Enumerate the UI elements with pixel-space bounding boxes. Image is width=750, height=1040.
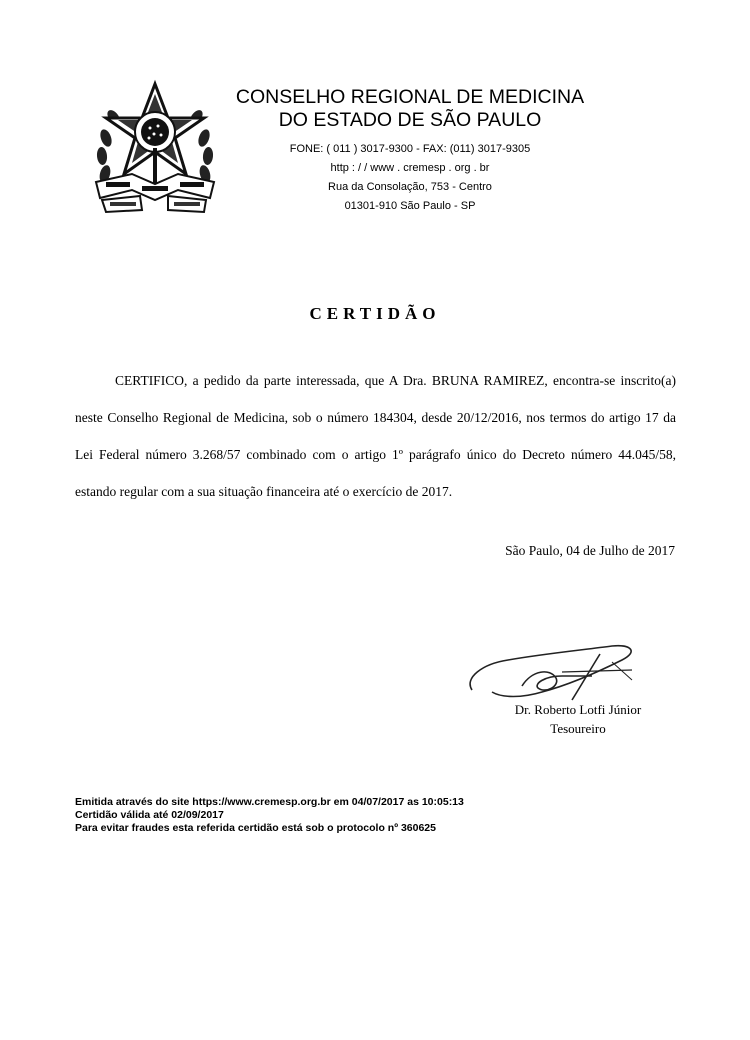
org-name-line2: DO ESTADO DE SÃO PAULO	[278, 109, 542, 131]
letterhead	[230, 86, 590, 216]
signature-icon	[462, 640, 640, 704]
footer-issued: Emitida através do site https://www.cremesp.org.br em 04/07/2017 as 10:05:13	[75, 796, 464, 808]
footer-protocol: Para evitar fraudes esta referida certidão está sob o protocolo nº 360625	[75, 822, 436, 834]
certificate-body	[75, 362, 676, 510]
website: http : / / www . cremesp . org . br	[330, 162, 490, 174]
document-title: CERTIDÃO	[309, 304, 441, 323]
phone-fax: FONE: ( 011 ) 3017-9300 - FAX: (011) 3017-9305	[289, 143, 531, 155]
place-date: São Paulo, 04 de Julho de 2017	[505, 543, 675, 558]
org-name-line1: CONSELHO REGIONAL DE MEDICINA	[235, 86, 585, 108]
postal-code: 01301-910 São Paulo - SP	[344, 200, 476, 212]
certificate-paragraph: CERTIFICO, a pedido da parte interessada, que A Dra. BRUNA RAMIREZ, encontra-se inscrito(a) neste Conselho Regional de Medicina, sob o número 184304, desde 20/12/2016, nos termos do artigo 17 da Lei Federal número 3.268/57 combinado com o artigo 1º parágrafo único do Decreto número 44.045/58, estando regular com a sua situação financeira até o exercício de 2017.	[75, 373, 676, 499]
address: Rua da Consolação, 753 - Centro	[328, 181, 492, 193]
coat-of-arms-icon	[92, 78, 218, 214]
signer-role: Tesoureiro	[550, 721, 606, 736]
signer-block	[480, 700, 676, 738]
footer-valid: Certidão válida até 02/09/2017	[75, 809, 224, 821]
footer-notes	[75, 796, 675, 835]
signer-name: Dr. Roberto Lotfi Júnior	[514, 702, 642, 717]
